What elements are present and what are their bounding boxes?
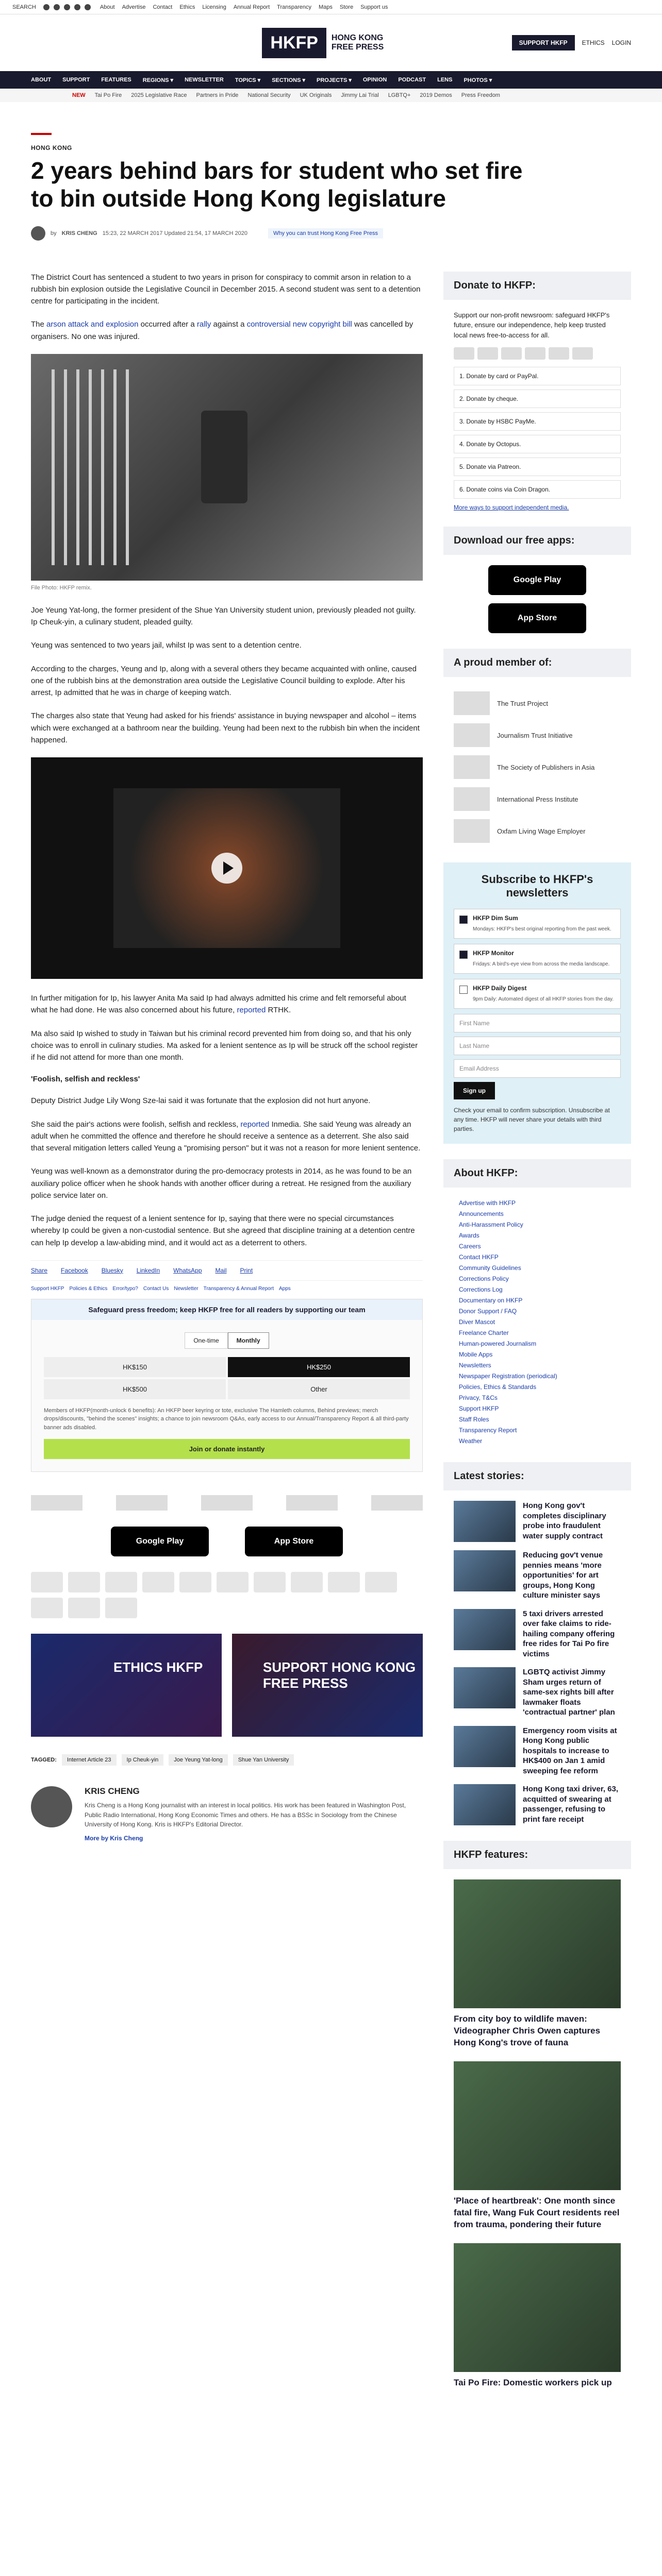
footer-link[interactable]: Error/typo? <box>112 1285 138 1292</box>
tags <box>31 1754 423 1766</box>
story-thumbnail[interactable] <box>454 1501 516 1542</box>
checkbox[interactable] <box>459 951 468 959</box>
member-org[interactable]: Oxfam Living Wage Employer <box>443 815 631 847</box>
checkbox[interactable] <box>459 986 468 994</box>
byline <box>31 226 631 241</box>
membership-note: Members of HKFP(month-unlock 6 benefits): An HKFP beer keyring or tote, exclusive The Hamleth columns, Behind previews; merch drops/discounts, "behind the scenes" insights; a chance to join newsroom Q&As, early access to our Annual/Transparency Report & all third-party banner ads disabled. <box>44 1407 409 1431</box>
x-icon[interactable] <box>54 4 60 10</box>
about-link[interactable]: Careers <box>459 1243 481 1250</box>
donate-text: Support our non-profit newsroom: safeguard HKFP's future, ensure our independence, help keep trusted local news free-to-access for all. <box>454 311 610 339</box>
features-widget <box>443 1841 631 2389</box>
newsletter-option[interactable]: HKFP Monitor Fridays: A bird's-eye view from across the media landscape. <box>454 944 621 974</box>
new-badge: NEW <box>72 92 86 98</box>
topbar-support[interactable]: Support us <box>360 4 388 10</box>
trust-link[interactable]: Why you can trust Hong Kong Free Press <box>268 228 383 239</box>
tags-label: TAGGED: <box>31 1757 57 1764</box>
gpay-icon <box>572 347 593 360</box>
trending-link[interactable]: 2019 Demos <box>420 92 452 98</box>
subheading: 'Foolish, selfish and reckless' <box>31 1075 140 1084</box>
about-link[interactable]: Corrections Policy <box>459 1275 509 1283</box>
topbar-transparency[interactable]: Transparency <box>277 4 311 10</box>
about-link[interactable]: Documentary on HKFP <box>459 1297 523 1304</box>
article-title: 2 years behind bars for student who set fire to bin outside Hong Kong legislature <box>31 157 523 212</box>
topbar-store[interactable]: Store <box>339 4 354 10</box>
logo-mark: HKFP <box>262 28 326 58</box>
about-link[interactable]: Privacy, T&Cs <box>459 1394 498 1402</box>
amount-option[interactable]: HK$150 <box>44 1357 226 1377</box>
donate-option[interactable]: 6. Donate coins via Coin Dragon. <box>454 480 621 499</box>
inline-link[interactable]: reported <box>240 1120 270 1129</box>
trust-project-logo <box>454 691 490 715</box>
share-mail[interactable]: Mail <box>215 1266 227 1274</box>
inline-link[interactable]: rally <box>196 320 211 329</box>
topbar-maps[interactable]: Maps <box>319 4 333 10</box>
paragraph: She said the pair's actions were foolish, selfish and reckless, reported Inmedia. She said Yeung was already an adult when he committed the offence and therefore he should receive a sentence as a deterrent. She also said that several mitigation letters called Yeung a "promising person" but it was not a reason for more lenient sentence. <box>31 1120 421 1153</box>
apps-widget <box>443 527 631 633</box>
google-play-badge[interactable]: Google Play <box>488 565 586 595</box>
about-link[interactable]: Newspaper Registration (periodical) <box>459 1372 557 1380</box>
paragraph: In further mitigation for Ip, his lawyer Anita Ma said Ip had always admitted his crime and felt remorseful about what he had done. He was also concerned about his future, reported RTHK. <box>31 994 406 1015</box>
story-item[interactable]: Hong Kong gov't completes disciplinary probe into fraudulent water supply contract <box>443 1501 631 1542</box>
bank-icon <box>217 1572 249 1592</box>
jti-logo <box>116 1495 168 1511</box>
feature-image[interactable] <box>454 2061 621 2190</box>
article-photo <box>31 354 423 581</box>
freq-monthly[interactable]: Monthly <box>228 1332 269 1349</box>
last-name-field[interactable]: Last Name <box>454 1037 621 1055</box>
sopa-logo <box>201 1495 253 1511</box>
embedded-video[interactable] <box>31 757 423 979</box>
about-link[interactable]: Corrections Log <box>459 1286 503 1294</box>
widget-title: A proud member of: <box>443 649 631 677</box>
paypal-icon <box>328 1572 360 1592</box>
widget-title: Download our free apps: <box>443 527 631 555</box>
about-link[interactable]: Transparency Report <box>459 1427 517 1434</box>
trending-bar <box>0 89 662 102</box>
site-logo[interactable] <box>262 28 384 58</box>
about-link[interactable]: Freelance Charter <box>459 1329 509 1337</box>
trending-link[interactable]: National Security <box>247 92 291 98</box>
trending-link[interactable]: Tai Po Fire <box>94 92 122 98</box>
donate-option[interactable]: 1. Donate by card or PayPal. <box>454 367 621 385</box>
author-name[interactable]: KRIS CHENG <box>61 230 97 236</box>
mastercard-icon <box>31 1572 63 1592</box>
member-org[interactable]: Journalism Trust Initiative <box>443 719 631 751</box>
author-box-name[interactable]: KRIS CHENG <box>85 1786 140 1797</box>
feature-image[interactable] <box>454 2243 621 2372</box>
about-link[interactable]: Community Guidelines <box>459 1264 521 1272</box>
share-bluesky[interactable]: Bluesky <box>101 1266 123 1274</box>
author-photo <box>31 1786 72 1827</box>
tag[interactable]: Joe Yeung Yat-long <box>169 1754 227 1766</box>
paragraph: Yeung was well-known as a demonstrator during the pro-democracy protests in 2014, as he was found to be an auxiliary police officer when he shook hands with another officer during a retreat. He resigned from the auxiliary police service later on. <box>31 1167 412 1200</box>
story-thumbnail[interactable] <box>454 1609 516 1650</box>
paragraph: The judge denied the request of a lenient sentence for Ip, saying that there were no special circumstances whereby Ip could be given a non-custodial sentence. But she agreed that discipline training at a detention centre can help Ip develop a law-abiding mind, and it would act as a deterrent to others. <box>31 1214 415 1247</box>
share-print[interactable]: Print <box>240 1266 253 1274</box>
story-thumbnail[interactable] <box>454 1726 516 1767</box>
nav-topics[interactable]: TOPICS ▾ <box>235 77 261 83</box>
cheque-icon <box>254 1572 286 1592</box>
feature-item[interactable]: Tai Po Fire: Domestic workers pick up <box>443 2243 631 2389</box>
article-body <box>31 272 423 2404</box>
about-link[interactable]: Support HKFP <box>459 1405 499 1413</box>
newsletter-widget <box>443 862 631 1144</box>
members-widget <box>443 649 631 847</box>
nav-opinion[interactable]: OPINION <box>362 77 387 83</box>
article-dates: 15:23, 22 MARCH 2017 Updated 21:54, 17 MARCH 2020 <box>102 230 247 236</box>
footer-link[interactable]: Apps <box>278 1285 291 1292</box>
instagram-icon[interactable] <box>64 4 70 10</box>
nav-podcast[interactable]: PODCAST <box>398 77 426 83</box>
login-link[interactable]: LOGIN <box>611 39 631 46</box>
inline-link[interactable]: reported <box>237 1006 266 1015</box>
widget-title: Latest stories: <box>443 1462 631 1490</box>
widget-title: About HKFP: <box>443 1159 631 1188</box>
nav-regions[interactable]: REGIONS ▾ <box>142 77 174 83</box>
trending-link[interactable]: Jimmy Lai Trial <box>341 92 379 98</box>
mastercard-icon <box>454 347 474 360</box>
ipi-logo <box>454 787 490 811</box>
topbar-licensing[interactable]: Licensing <box>202 4 226 10</box>
ethics-link[interactable]: ETHICS <box>582 39 605 46</box>
nav-photos[interactable]: PHOTOS ▾ <box>464 77 492 83</box>
jti-logo <box>454 723 490 747</box>
amex-icon <box>501 347 522 360</box>
support-banner[interactable]: SUPPORT HONG KONG FREE PRESS <box>232 1634 423 1737</box>
freq-one-time[interactable]: One-time <box>185 1332 227 1349</box>
topbar-annual-report[interactable]: Annual Report <box>233 4 270 10</box>
top-utility-bar <box>0 0 662 14</box>
nav-newsletter[interactable]: NEWSLETTER <box>185 77 224 83</box>
footer-link[interactable]: Support HKFP <box>31 1285 64 1292</box>
footer-link[interactable]: Transparency & Annual Report <box>203 1285 274 1292</box>
byline-by: by <box>51 230 57 236</box>
newsletter-title: Subscribe to HKFP's newsletters <box>481 873 593 900</box>
nav-sections[interactable]: SECTIONS ▾ <box>272 77 305 83</box>
share-bar <box>31 1260 423 1281</box>
more-ways-link[interactable]: More ways to support independent media. <box>454 504 569 512</box>
about-link[interactable]: Staff Roles <box>459 1416 489 1423</box>
promo-banners <box>31 1634 423 1737</box>
oxfam-logo <box>371 1495 423 1511</box>
paragraph: The charges also state that Yeung had asked for his friends' assistance in buying newspaper and alcohol – items which were exchanged at a bathroom near the building. Yeung had been next to the rubbish bin when the incident happened. <box>31 711 420 744</box>
newsletter-option[interactable]: HKFP Daily Digest 9pm Daily: Automated digest of all HKFP stories from the day. <box>454 979 621 1009</box>
topbar-ethics[interactable]: Ethics <box>179 4 195 10</box>
jcb-icon <box>142 1572 174 1592</box>
facebook-icon[interactable] <box>43 4 49 10</box>
widget-title: HKFP features: <box>443 1841 631 1869</box>
app-store-badge[interactable]: App Store <box>488 603 586 633</box>
paragraph: The District Court has sentenced a student to two years in prison for conspiracy to commit arson in relation to a rubbish bin explosion outside the Legislative Council in December 2015. A second student was sent to a detention centre for participating in the incident. <box>31 273 421 306</box>
about-link[interactable]: Donor Support / FAQ <box>459 1308 517 1315</box>
oxfam-logo <box>454 819 490 843</box>
feature-item[interactable]: From city boy to wildlife maven: Videographer Chris Owen captures Hong Kong's trove of fauna <box>443 1879 631 2049</box>
ethics-banner[interactable]: ETHICS HKFP <box>31 1634 222 1737</box>
nav-support[interactable]: SUPPORT <box>62 77 90 83</box>
amex-icon <box>105 1572 137 1592</box>
trending-link[interactable]: Press Freedom <box>461 92 500 98</box>
paragraph: Yeung was sentenced to two years jail, whilst Ip was sent to a detention centre. <box>31 641 302 650</box>
signup-button[interactable]: Sign up <box>454 1082 495 1099</box>
about-link[interactable]: Diver Mascot <box>459 1318 495 1326</box>
paragraph: Joe Yeung Yat-long, the former president of the Shue Yan University student union, previously pleaded not guilty. Ip Cheuk-yin, a culinary student, pleaded guilty. <box>31 605 416 627</box>
payment-methods <box>31 1572 423 1618</box>
trending-link[interactable]: Partners in Pride <box>196 92 239 98</box>
share-linkedin[interactable]: LinkedIn <box>136 1266 160 1274</box>
section-tag[interactable]: HONG KONG <box>31 144 72 151</box>
unionpay-icon <box>179 1572 211 1592</box>
donate-option[interactable]: 2. Donate by cheque. <box>454 389 621 408</box>
paragraph: According to the charges, Yeung and Ip, along with a several others they became acquainted with online, caused one of the rubbish bins at the demonstration area outside the Legislative Council building to explode. After his arrest, Ip admitted that he was in charge of keeping watch. <box>31 664 417 698</box>
social-icons <box>43 4 91 10</box>
first-name-field[interactable]: First Name <box>454 1014 621 1032</box>
tag[interactable]: Ip Cheuk-yin <box>122 1754 164 1766</box>
feature-item[interactable]: 'Place of heartbreak': One month since fatal fire, Wang Fuk Court residents reel from trauma, pondering their future <box>443 2061 631 2231</box>
share-facebook[interactable]: Facebook <box>61 1266 88 1274</box>
footer-link[interactable]: Contact Us <box>143 1285 169 1292</box>
email-field[interactable]: Email Address <box>454 1059 621 1078</box>
app-store-badge[interactable]: App Store <box>245 1527 343 1556</box>
inline-link[interactable]: controversial new copyright bill <box>246 320 352 329</box>
donation-headline: Safeguard press freedom; keep HKFP free for all readers by supporting our team <box>31 1299 422 1320</box>
author-bio: Kris Cheng is a Hong Kong journalist with an interest in local politics. His work has been featured in Washington Post, Public Radio International, Hong Kong Economic Times and others. He has a BSSc in Sociology from the Chinese University of Hong Kong. Kris is HKFP's Editorial Director. <box>85 1802 406 1828</box>
trending-link[interactable]: LGBTQ+ <box>388 92 411 98</box>
about-link[interactable]: Policies, Ethics & Standards <box>459 1383 537 1391</box>
sopa-logo <box>454 755 490 779</box>
inline-link[interactable]: arson attack and explosion <box>46 320 139 329</box>
widget-title: Donate to HKFP: <box>443 272 631 300</box>
donate-widget <box>443 272 631 512</box>
site-header <box>0 14 662 71</box>
article-footer-links <box>31 1286 423 1292</box>
donate-option[interactable]: 3. Donate by HSBC PayMe. <box>454 412 621 431</box>
donation-box <box>31 1299 423 1472</box>
amount-option[interactable]: HK$500 <box>44 1379 226 1399</box>
share-whatsapp[interactable]: WhatsApp <box>173 1266 202 1274</box>
story-item[interactable]: Emergency room visits at Hong Kong public hospitals to increase to HK$400 on Jan 1 amid sweeping fee reform <box>443 1726 631 1776</box>
checkbox[interactable] <box>459 916 468 924</box>
about-links <box>443 1198 631 1447</box>
logo-line-2: FREE PRESS <box>331 43 384 52</box>
visa-icon <box>477 347 498 360</box>
donate-option[interactable]: 5. Donate via Patreon. <box>454 457 621 476</box>
section-accent <box>31 133 52 135</box>
story-thumbnail[interactable] <box>454 1667 516 1708</box>
nav-about[interactable]: ABOUT <box>31 77 52 83</box>
nav-features[interactable]: FEATURES <box>101 77 131 83</box>
main-nav <box>0 71 662 89</box>
more-by-author[interactable]: More by Kris Cheng <box>85 1835 143 1842</box>
about-link[interactable]: Newsletters <box>459 1362 491 1369</box>
topbar-about[interactable]: About <box>100 4 115 10</box>
member-org[interactable]: International Press Institute <box>443 783 631 815</box>
newsletter-option[interactable]: HKFP Dim Sum Mondays: HKFP's best original reporting from the past week. <box>454 909 621 939</box>
trust-project-logo <box>31 1495 82 1511</box>
about-link[interactable]: Advertise with HKFP <box>459 1199 516 1207</box>
footer-link[interactable]: Newsletter <box>174 1285 198 1292</box>
app-store-badges <box>31 1527 423 1556</box>
apple-pay-icon <box>105 1598 137 1618</box>
paragraph: Ma also said Ip wished to study in Taiwan but his criminal record prevented him from doing so, and that his only choice was to enroll in culinary studies. Ma asked for a lenient sentence as Ip will be struck off the school register if he did not attend for more than one month. <box>31 1029 418 1062</box>
jcb-icon <box>525 347 545 360</box>
story-item[interactable]: LGBTQ activist Jimmy Sham urges return of same-sex rights bill after lawmaker floats 'contractual partner' plan <box>443 1667 631 1718</box>
trending-link[interactable]: 2025 Legislative Race <box>131 92 187 98</box>
linkedin-icon[interactable] <box>85 4 91 10</box>
story-thumbnail[interactable] <box>454 1784 516 1825</box>
join-donate-button[interactable]: Join or donate instantly <box>44 1439 410 1459</box>
share-link[interactable]: Share <box>31 1266 48 1274</box>
trending-link[interactable]: UK Originals <box>300 92 332 98</box>
paragraph: Deputy District Judge Lily Wong Sze-lai said it was fortunate that the explosion did not hurt anyone. <box>31 1096 371 1106</box>
gpay-icon <box>68 1598 100 1618</box>
patreon-icon <box>291 1572 323 1592</box>
amount-option[interactable]: HK$250 <box>228 1357 410 1377</box>
topbar-advertise[interactable]: Advertise <box>122 4 146 10</box>
play-icon[interactable] <box>211 853 242 884</box>
feature-image[interactable] <box>454 1879 621 2008</box>
sidebar <box>443 272 631 2404</box>
tag[interactable]: Internet Article 23 <box>62 1754 117 1766</box>
story-thumbnail[interactable] <box>454 1550 516 1591</box>
paragraph: The arson attack and explosion occurred after a rally against a controversial new copyright bill was cancelled by organisers. No one was injured. <box>31 320 413 341</box>
card-icons <box>443 347 631 360</box>
google-play-badge[interactable]: Google Play <box>111 1527 209 1556</box>
youtube-icon[interactable] <box>74 4 80 10</box>
octopus-icon <box>31 1598 63 1618</box>
nav-projects[interactable]: PROJECTS ▾ <box>317 77 352 83</box>
latest-widget <box>443 1462 631 1825</box>
visa-icon <box>68 1572 100 1592</box>
story-item[interactable]: Hong Kong taxi driver, 63, acquitted of swearing at passenger, refusing to print fare receipt <box>443 1784 631 1825</box>
support-hkfp-button[interactable]: SUPPORT HKFP <box>512 35 575 50</box>
payme-icon <box>365 1572 397 1592</box>
footer-link[interactable]: Policies & Ethics <box>69 1285 108 1292</box>
tag[interactable]: Shue Yan University <box>233 1754 294 1766</box>
about-link[interactable]: Mobile Apps <box>459 1351 493 1359</box>
member-org[interactable]: The Society of Publishers in Asia <box>443 751 631 783</box>
author-avatar <box>31 226 45 241</box>
member-logos-row <box>31 1493 423 1513</box>
about-widget <box>443 1159 631 1447</box>
story-item[interactable]: 5 taxi drivers arrested over fake claims to ride-hailing company offering free rides for Tai Po fire victims <box>443 1609 631 1659</box>
about-link[interactable]: Weather <box>459 1437 483 1445</box>
frequency-toggle <box>31 1332 422 1349</box>
story-item[interactable]: Reducing gov't venue pennies means 'more opportunities' for art groups, Hong Kong culture minister says <box>443 1550 631 1601</box>
ipi-logo <box>286 1495 338 1511</box>
search-link[interactable]: SEARCH <box>12 4 36 10</box>
donate-option[interactable]: 4. Donate by Octopus. <box>454 435 621 453</box>
paypal-icon <box>549 347 569 360</box>
about-link[interactable]: Anti-Harassment Policy <box>459 1221 523 1229</box>
member-org[interactable]: The Trust Project <box>443 687 631 719</box>
amount-options <box>31 1357 422 1399</box>
about-link[interactable]: Contact HKFP <box>459 1253 499 1261</box>
about-link[interactable]: Announcements <box>459 1210 504 1218</box>
author-box <box>31 1786 423 1842</box>
amount-option[interactable]: Other <box>228 1379 410 1399</box>
newsletter-note: Check your email to confirm subscription. Unsubscribe at any time. HKFP will never share your details with third parties. <box>454 1107 610 1133</box>
logo-line-1: HONG KONG <box>331 33 384 43</box>
about-link[interactable]: Awards <box>459 1232 479 1240</box>
nav-lens[interactable]: LENS <box>437 77 453 83</box>
topbar-contact[interactable]: Contact <box>153 4 173 10</box>
about-link[interactable]: Human-powered Journalism <box>459 1340 537 1348</box>
photo-caption: File Photo: HKFP remix. <box>31 584 92 591</box>
